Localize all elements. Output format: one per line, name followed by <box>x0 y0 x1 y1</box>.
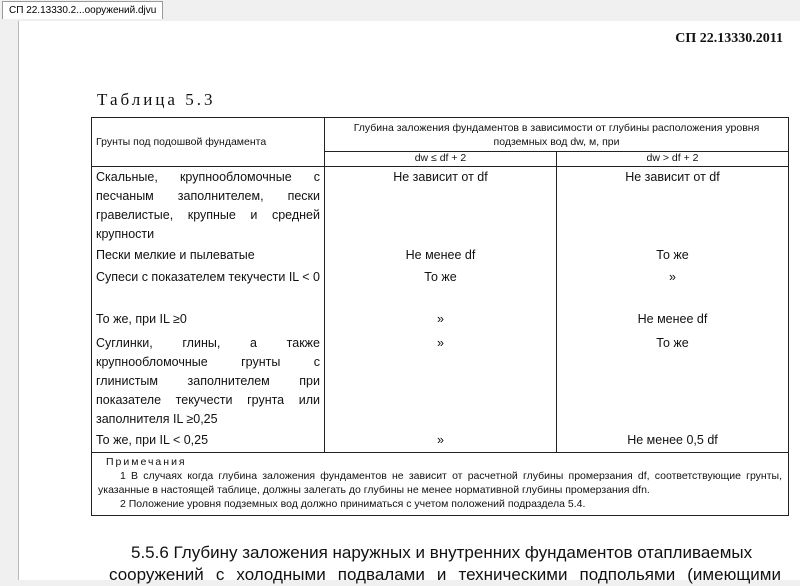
paragraph-line-1: 5.5.6 Глубину заложения наружных и внутренних фундаментов отапливаемых <box>131 543 753 562</box>
table-row <box>92 267 789 309</box>
note-1: 1 В случаях когда глубина заложения фундаментов не зависит от расчетной глубины промерзания df, соответствующие грунты, указанные в настоящей таблице, должны залегать до глубины не менее нормативной глубины промерзания dfn. <box>98 470 782 496</box>
table-row <box>92 309 789 333</box>
value-cell-a: » <box>325 430 557 453</box>
value-cell-a: » <box>325 309 557 333</box>
value-cell-a: » <box>325 333 557 430</box>
col-header-depth: Глубина заложения фундаментов в зависимости от глубины расположения уровня подземных вод dw, м, при <box>325 118 789 152</box>
value-cell-a: Не менее df <box>325 245 557 267</box>
value-cell-b: » <box>556 267 788 309</box>
table-notes <box>92 453 789 516</box>
notes-heading: Примечания <box>106 456 187 468</box>
tab-bar <box>0 0 800 20</box>
value-cell-a: То же <box>325 267 557 309</box>
value-cell-b: То же <box>556 245 788 267</box>
document-page <box>18 21 800 584</box>
value-cell-b: Не менее df <box>556 309 788 333</box>
col-header-soil: Грунты под подошвой фундамента <box>92 118 325 167</box>
value-cell-a: Не зависит от df <box>325 167 557 246</box>
soil-cell: Супеси с показателем текучести IL < 0 <box>92 267 325 309</box>
standard-code-header: СП 22.13330.2011 <box>675 31 783 46</box>
table-row <box>92 167 789 246</box>
document-tab[interactable]: СП 22.13330.2...ооружений.djvu <box>2 1 163 19</box>
value-cell-b: Не зависит от df <box>556 167 788 246</box>
note-2: 2 Положение уровня подземных вод должно приниматься с учетом положений подраздела 5.4. <box>120 498 586 510</box>
soil-cell: Скальные, крупнообломочные с песчаным заполнителем, пески гравелистые, крупные и средней крупности <box>92 167 325 246</box>
table-row <box>92 245 789 267</box>
table-title: Таблица 5.3 <box>97 90 216 109</box>
soil-cell: То же, при IL ≥0 <box>92 309 325 333</box>
foundation-depth-table <box>91 117 789 516</box>
subheader-a: dw ≤ df + 2 <box>325 152 557 167</box>
soil-cell: Суглинки, глины, а также крупнообломочные грунты с глинистым заполнителем при показателе текучести грунта или заполнителя IL ≥0,25 <box>92 333 325 430</box>
table-row <box>92 333 789 430</box>
subheader-b: dw > df + 2 <box>556 152 788 167</box>
soil-cell: То же, при IL < 0,25 <box>92 430 325 453</box>
value-cell-b: Не менее 0,5 df <box>556 430 788 453</box>
paragraph-line-2: сооружений с холодными подвалами и техническими подпольями (имеющими <box>109 565 781 584</box>
table-row <box>92 430 789 453</box>
section-paragraph <box>109 542 781 586</box>
soil-cell: Пески мелкие и пылеватые <box>92 245 325 267</box>
value-cell-b: То же <box>556 333 788 430</box>
